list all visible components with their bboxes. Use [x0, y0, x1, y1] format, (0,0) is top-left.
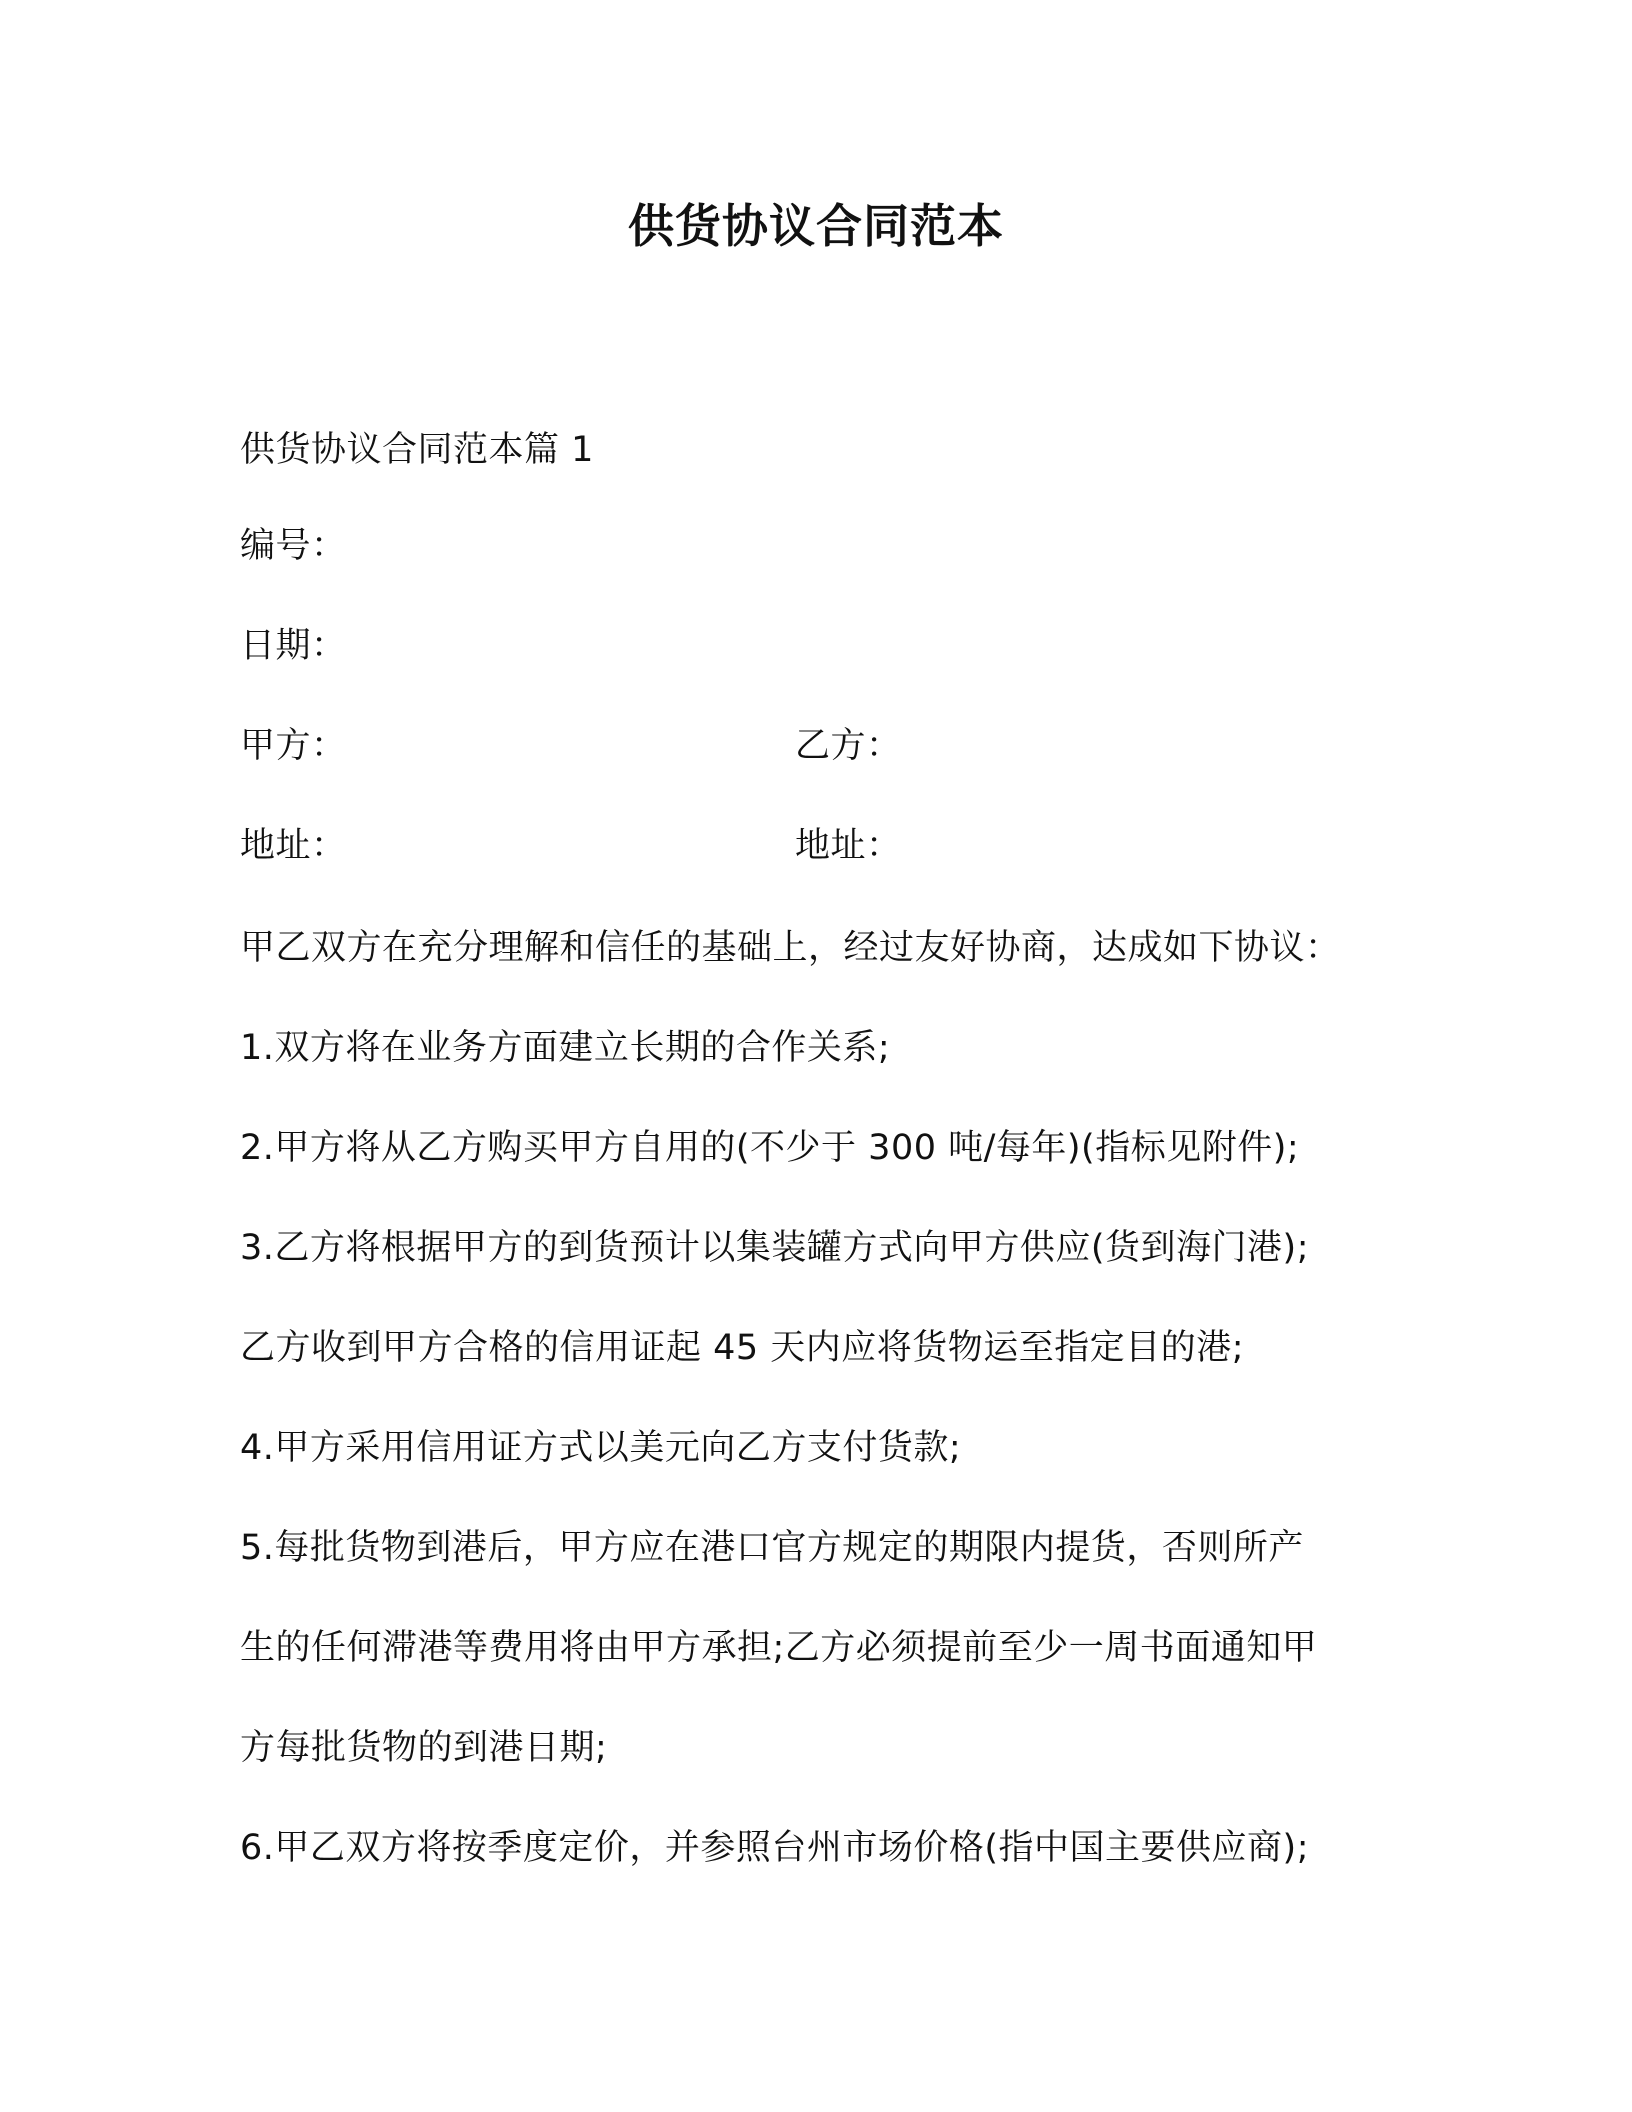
clause-line: 生的任何滞港等费用将由甲方承担;乙方必须提前至少一周书面通知甲 [240, 1628, 1318, 1668]
address-b-label: 地址： [795, 826, 902, 866]
clause-line: 2.甲方将从乙方购买甲方自用的(不少于 300 吨/每年)(指标见附件); [240, 1128, 1300, 1168]
clause-line: 1.双方将在业务方面建立长期的合作关系; [240, 1028, 891, 1068]
address-a-label: 地址： [240, 826, 347, 866]
clause-line: 4.甲方采用信用证方式以美元向乙方支付货款; [240, 1428, 962, 1468]
document-title: 供货协议合同范本 [628, 199, 1004, 253]
section-heading: 供货协议合同范本篇 1 [240, 430, 594, 470]
intro-paragraph: 甲乙双方在充分理解和信任的基础上，经过友好协商，达成如下协议： [240, 928, 1341, 968]
clause-line: 6.甲乙双方将按季度定价，并参照台州市场价格(指中国主要供应商); [240, 1828, 1309, 1868]
clause-line: 乙方收到甲方合格的信用证起 45 天内应将货物运至指定目的港; [240, 1328, 1245, 1368]
party-b-label: 乙方： [795, 726, 902, 766]
number-label: 编号： [240, 526, 347, 566]
clause-line: 3.乙方将根据甲方的到货预计以集装罐方式向甲方供应(货到海门港); [240, 1228, 1309, 1268]
party-a-label: 甲方： [240, 726, 347, 766]
date-label: 日期： [240, 626, 347, 666]
clause-line: 5.每批货物到港后，甲方应在港口官方规定的期限内提货，否则所产 [240, 1528, 1304, 1568]
clause-line: 方每批货物的到港日期; [240, 1728, 608, 1768]
